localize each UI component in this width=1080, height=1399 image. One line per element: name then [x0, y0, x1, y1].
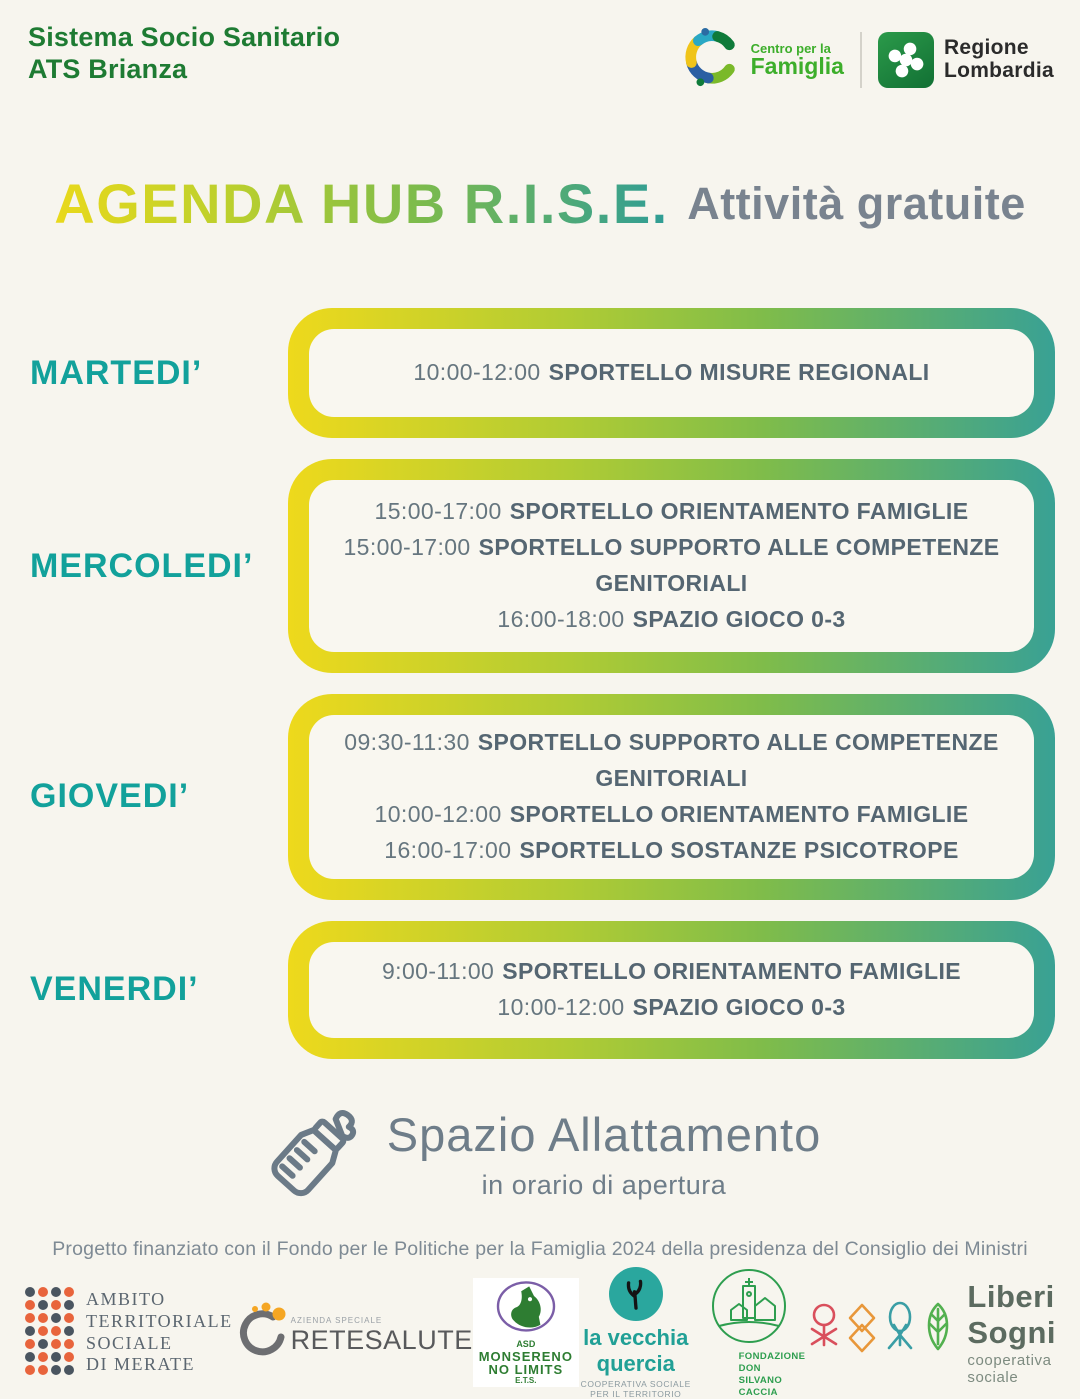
- centro-line1: Centro per la: [750, 40, 831, 56]
- monsereno-line2: MONSERENO: [478, 1348, 573, 1364]
- schedule-entry: 9:00-11:00 SPORTELLO ORIENTAMENTO FAMIGLIE: [381, 957, 962, 984]
- allattamento-subtitle: in orario di apertura: [481, 1170, 727, 1200]
- schedule-entry: 10:00-12:00 SPAZIO GIOCO 0-3: [497, 993, 846, 1020]
- schedule-row-giovedi: [0, 694, 1080, 900]
- schedule-entry: 16:00-18:00 SPAZIO GIOCO 0-3: [497, 605, 846, 632]
- partner-logos: [0, 1277, 1080, 1399]
- regione-line2: Lombardia: [943, 58, 1054, 82]
- centro-famiglia-logo: [681, 26, 844, 93]
- rosa-camuna-icon: [878, 32, 934, 88]
- liberi-figures-icon: [805, 1299, 955, 1366]
- day-label-martedi: MARTEDI’: [30, 353, 203, 392]
- fondazione-line2: DON SILVANO: [738, 1363, 783, 1386]
- schedule-entry: 10:00-12:00 SPORTELLO ORIENTAMENTO FAMIGLIE: [374, 800, 969, 827]
- ats-brianza-logo: [28, 22, 340, 86]
- vecchia-quercia-logo: [579, 1267, 693, 1399]
- ambito-line1: AMBITO: [86, 1289, 166, 1310]
- centro-famiglia-icon: [681, 26, 743, 93]
- ambito-line3: SOCIALE: [86, 1332, 173, 1353]
- title-main: AGENDA HUB R.I.S.E.: [54, 172, 669, 235]
- ambito-dots-icon: [24, 1285, 76, 1380]
- regione-lombardia-logo: [878, 32, 1054, 88]
- schedule-box-giovedi: [288, 694, 1055, 900]
- allattamento-title: Spazio Allattamento: [386, 1108, 822, 1161]
- monsereno-logo: [473, 1278, 579, 1388]
- fondazione-line1: FONDAZIONE: [738, 1351, 806, 1363]
- schedule-box-venerdi: [288, 921, 1055, 1059]
- monsereno-line3: NO LIMITS: [488, 1362, 564, 1378]
- spazio-allattamento: [0, 1097, 1080, 1212]
- ats-line2: ATS Brianza: [28, 53, 188, 84]
- retesalute-swoosh-icon: [233, 1301, 289, 1364]
- header-logos: [681, 26, 1054, 93]
- liberi-name: Liberi Sogni: [967, 1279, 1056, 1350]
- monsereno-line4: E.T.S.: [515, 1376, 537, 1386]
- day-label-giovedi: GIOVEDI’: [30, 777, 190, 816]
- day-label-mercoledi: MERCOLEDI’: [30, 546, 254, 585]
- logo-divider: [860, 32, 862, 88]
- retesalute-small-label: AZIENDA SPECIALE: [290, 1316, 383, 1325]
- liberi-subtitle: cooperativa sociale: [967, 1352, 1052, 1386]
- weekly-schedule: [0, 308, 1080, 1059]
- monsereno-horse-icon: [494, 1323, 558, 1340]
- schedule-row-venerdi: [0, 921, 1080, 1059]
- ambito-line4: DI MERATE: [86, 1354, 195, 1375]
- schedule-box-martedi: [288, 308, 1055, 438]
- ambito-line2: TERRITORIALE: [86, 1310, 233, 1331]
- baby-bottle-icon: [259, 1097, 369, 1212]
- schedule-row-martedi: [0, 308, 1080, 438]
- centro-line2: Famiglia: [750, 52, 844, 79]
- funding-note: Progetto finanziato con il Fondo per le Politiche per la Famiglia 2024 della presidenza del Consiglio dei Ministri: [52, 1237, 1028, 1260]
- fondazione-line3: CACCIA: [738, 1386, 778, 1398]
- schedule-entry: 10:00-12:00 SPORTELLO MISURE REGIONALI: [413, 359, 930, 386]
- monsereno-line1: ASD: [516, 1339, 536, 1350]
- schedule-entry: 15:00-17:00 SPORTELLO SUPPORTO ALLE COMPETENZE GENITORIALI: [343, 534, 1000, 596]
- schedule-entry: 15:00-17:00 SPORTELLO ORIENTAMENTO FAMIGLIE: [374, 498, 969, 525]
- header: [0, 0, 1080, 93]
- quercia-subtitle: COOPERATIVA SOCIALE PER IL TERRITORIO: [580, 1378, 691, 1399]
- ambito-merate-logo: [24, 1285, 233, 1380]
- schedule-row-mercoledi: [0, 459, 1080, 673]
- schedule-entry: 16:00-17:00 SPORTELLO SOSTANZE PSICOTROPE: [384, 836, 959, 863]
- quercia-name: la vecchia quercia: [583, 1324, 689, 1376]
- quercia-tree-icon: [609, 1267, 663, 1321]
- page-title: [0, 171, 1080, 236]
- ats-line1: Sistema Socio Sanitario: [28, 22, 341, 52]
- schedule-entry: 09:30-11:30 SPORTELLO SUPPORTO ALLE COMPETENZE GENITORIALI: [344, 729, 999, 791]
- retesalute-logo: [233, 1301, 473, 1364]
- day-label-venerdi: VENERDI’: [30, 970, 199, 1008]
- title-suffix: Attività gratuite: [687, 177, 1026, 229]
- regione-line1: Regione: [943, 35, 1029, 59]
- fondazione-caccia-logo: [693, 1266, 806, 1399]
- retesalute-name: RETESALUTE: [290, 1325, 473, 1355]
- liberi-sogni-logo: [805, 1279, 1056, 1386]
- schedule-box-mercoledi: [288, 459, 1055, 673]
